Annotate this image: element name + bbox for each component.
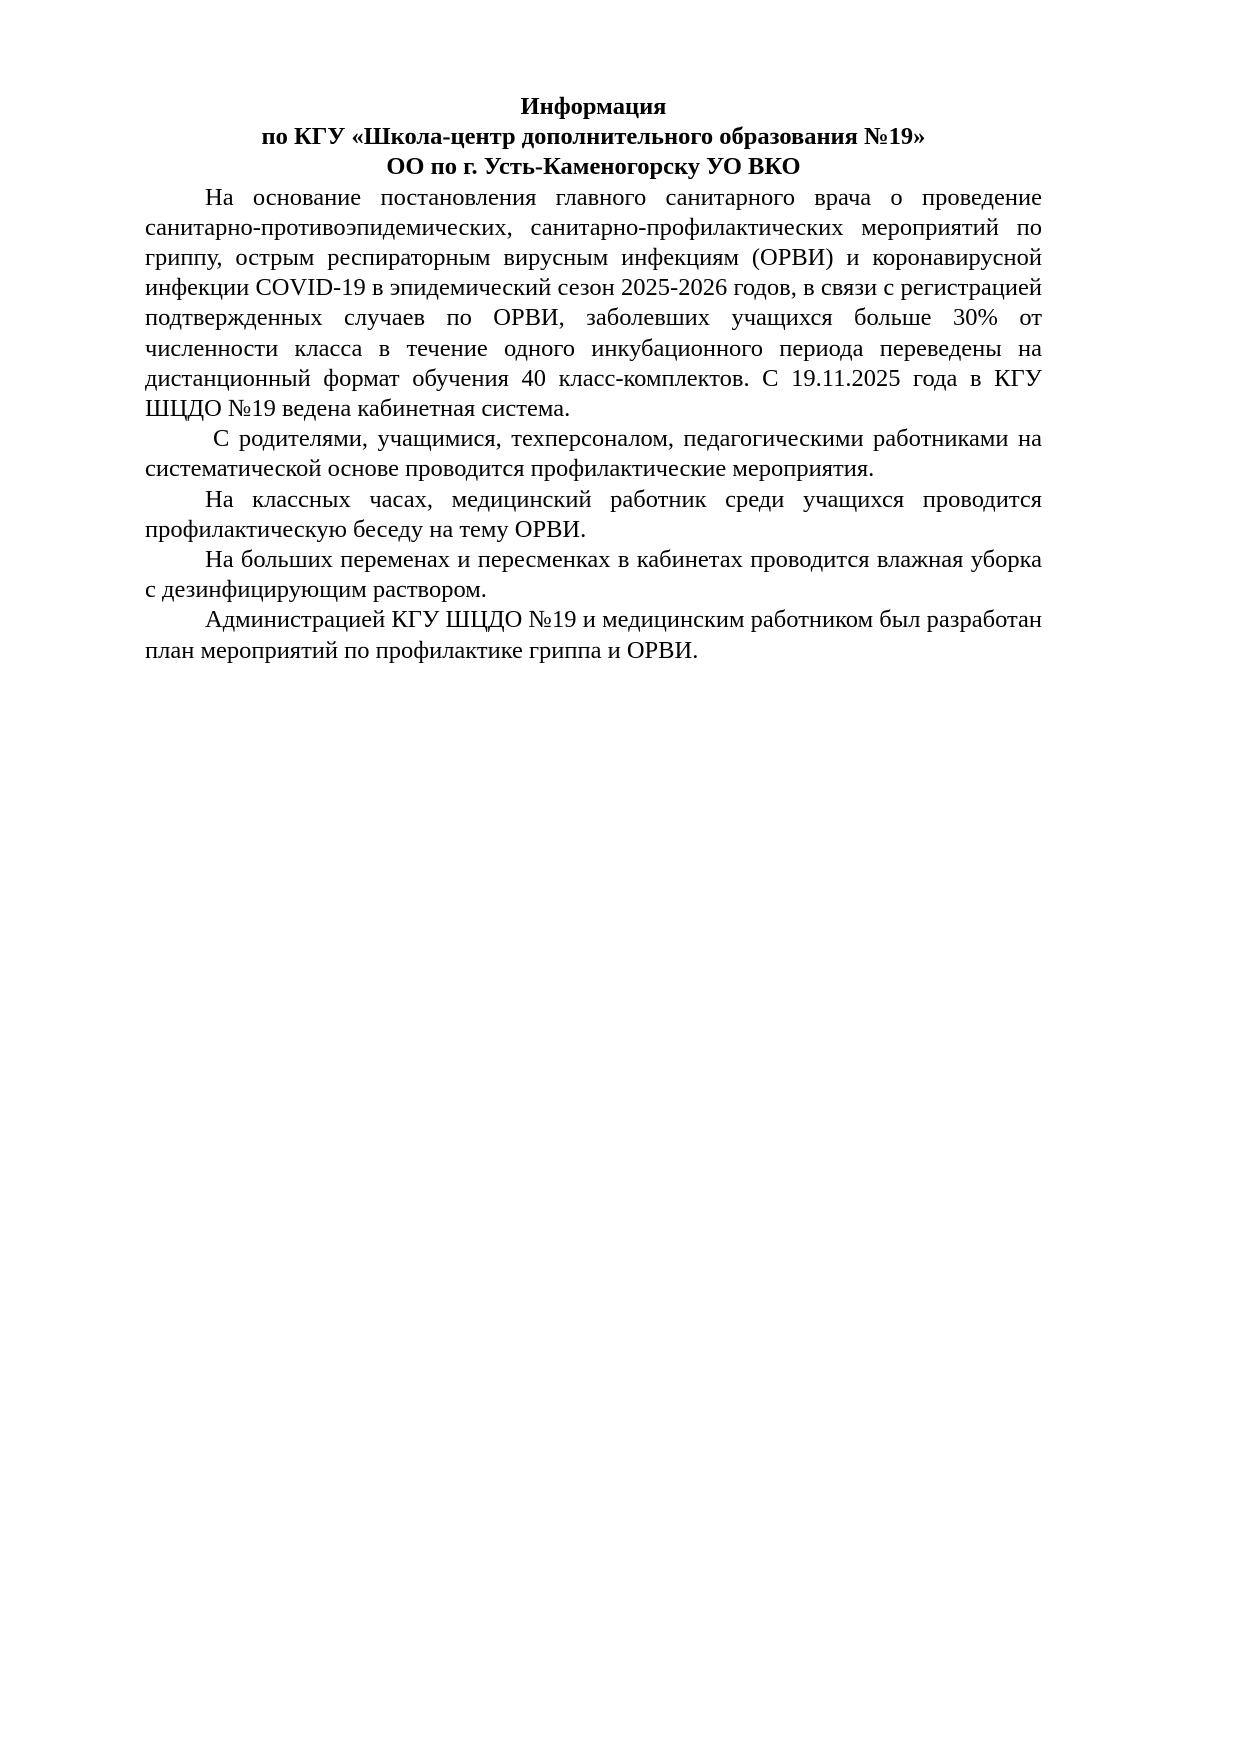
paragraph-5: Администрацией КГУ ШЦДО №19 и медицинским работником был разработан план мероприятий по профилактике гриппа и ОРВИ. [145, 606, 1042, 664]
paragraph-3: На классных часах, медицинский работник среди учащихся проводится профилактическую беседу на тему ОРВИ. [145, 485, 1042, 543]
paragraph-1: На основание постановления главного санитарного врача о проведение санитарно-противоэпидемических, санитарно-профилактических мероприятий по гриппу, острым респираторным вирусным инфекциям (ОРВИ) и коронавирусной инфекции COVID-19 в эпидемический сезон 2025-2026 годов, в связи с регистрацией подтвержденных случаев по ОРВИ, заболевших учащихся больше 30% от численности класса в течение одного инкубационного периода переведены на дистанционный формат обучения 40 класс-комплектов. С 19.11.2025 года в КГУ ШЦДО №19 ведена кабинетная система. [145, 183, 1042, 423]
document-title [145, 92, 1042, 183]
title-line-2: по КГУ «Школа-центр дополнительного образования №19» [261, 123, 926, 151]
title-line-3: ОО по г. Усть-Каменогорску УО ВКО [386, 153, 801, 181]
document-page [145, 92, 1042, 666]
paragraph-4: На больших переменах и пересменках в кабинетах проводится влажная уборка с дезинфицирующим раствором. [145, 546, 1042, 604]
title-line-1: Информация [520, 93, 667, 120]
paragraph-2: С родителями, учащимися, техперсоналом, педагогическими работниками на систематической основе проводится профилактические мероприятия. [145, 425, 1042, 483]
